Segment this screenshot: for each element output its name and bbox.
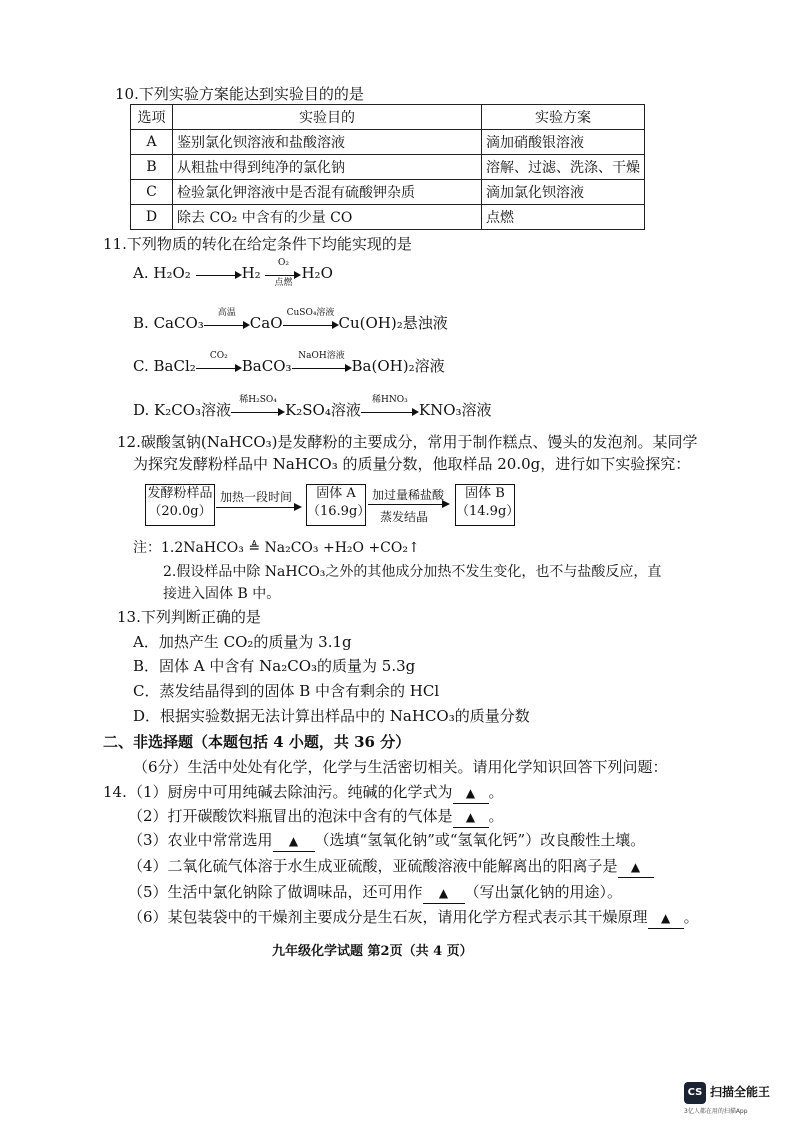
flow-arrow bbox=[216, 507, 302, 509]
formula: K₂SO₄溶液 bbox=[285, 401, 361, 419]
q14-number: 14. bbox=[103, 783, 127, 801]
flow-box-sample bbox=[145, 484, 215, 526]
item-text: （2）打开碳酸饮料瓶冒出的泡沫中含有的气体是 bbox=[128, 807, 453, 825]
condition: CuSO₄溶液 bbox=[286, 308, 335, 318]
formula: CaO bbox=[249, 314, 283, 332]
q12-note2: 2.假设样品中除 NaHCO₃之外的其他成分加热不发生变化，也不与盐酸反应，直 bbox=[163, 564, 662, 580]
q13-title: 13.下列判断正确的是 bbox=[117, 608, 261, 626]
formula: Ba(OH)₂溶液 bbox=[351, 357, 445, 375]
q13-option: B．固体 A 中含有 Na₂CO₃的质量为 5.3g bbox=[133, 657, 416, 675]
reaction-arrow bbox=[196, 269, 242, 279]
section-heading: 二、非选择题（本题包括 4 小题，共 36 分） bbox=[103, 733, 411, 751]
condition: 高温 bbox=[217, 308, 236, 318]
table-cell: 滴加硝酸银溶液 bbox=[482, 130, 645, 155]
q12-line2: 为探究发酵粉样品中 NaHCO₃ 的质量分数，他取样品 20.0g，进行如下实验探究： bbox=[133, 455, 691, 473]
option-label: D. bbox=[133, 401, 150, 419]
blank-mark: ▲ bbox=[438, 886, 449, 900]
q14-item bbox=[128, 907, 699, 929]
reaction-arrow bbox=[196, 351, 242, 372]
reaction-arrow bbox=[283, 308, 339, 329]
box-mass: （14.9g） bbox=[456, 504, 520, 519]
box-mass: （20.0g） bbox=[148, 504, 212, 519]
table-cell: C bbox=[131, 180, 173, 205]
item-text: （3）农业中常常选用 bbox=[128, 831, 273, 849]
q14-item bbox=[128, 882, 622, 904]
q12-note1: 注：1.2NaHCO₃ ≜ Na₂CO₃ +H₂O +CO₂↑ bbox=[133, 540, 420, 556]
q12-line1: 12.碳酸氢钠(NaHCO₃)是发酵粉的主要成分，常用于制作糕点、馒头的发泡剂。某同学 bbox=[117, 433, 698, 451]
table-row bbox=[131, 130, 645, 155]
box-label: 固体 B bbox=[465, 486, 505, 501]
blank-mark: ▲ bbox=[465, 810, 476, 824]
q11-option-b bbox=[133, 308, 448, 333]
item-text: 。 bbox=[488, 807, 504, 825]
table-cell: 点燃 bbox=[482, 205, 645, 230]
reaction-arrow bbox=[265, 258, 301, 288]
q10-table bbox=[130, 104, 645, 230]
reaction-arrow bbox=[361, 395, 419, 416]
item-text: （写出氯化钠的用途）。 bbox=[464, 883, 623, 901]
box-label: 发酵粉样品 bbox=[147, 486, 213, 501]
formula: H₂ bbox=[241, 264, 261, 282]
formula: Cu(OH)₂悬浊液 bbox=[338, 314, 448, 332]
q12-note2: 接进入固体 B 中。 bbox=[163, 586, 281, 602]
table-cell: 检验氯化钾溶液中是否混有硫酸钾杂质 bbox=[173, 180, 482, 205]
option-label: B. bbox=[133, 314, 149, 332]
table-header: 实验方案 bbox=[482, 105, 645, 130]
answer-blank[interactable] bbox=[273, 830, 315, 852]
q14-item bbox=[128, 806, 504, 828]
q13-option: A．加热产生 CO₂的质量为 3.1g bbox=[133, 633, 352, 651]
flow-arrow-label: 蒸发结晶 bbox=[380, 510, 429, 524]
table-row bbox=[131, 205, 645, 230]
table-cell: 从粗盐中得到纯净的氯化钠 bbox=[173, 155, 482, 180]
item-text: （1）厨房中可用纯碱去除油污。纯碱的化学式为 bbox=[128, 783, 453, 801]
formula: BaCO₃ bbox=[241, 357, 292, 375]
formula: KNO₃溶液 bbox=[418, 401, 492, 419]
formula: H₂O bbox=[301, 264, 333, 282]
box-label: 固体 A bbox=[316, 486, 356, 501]
table-header: 选项 bbox=[131, 105, 173, 130]
q13-option: D．根据实验数据无法计算出样品中的 NaHCO₃的质量分数 bbox=[133, 707, 530, 725]
reaction-arrow bbox=[292, 351, 352, 372]
answer-blank[interactable] bbox=[423, 882, 465, 904]
answer-blank[interactable] bbox=[453, 806, 489, 828]
answer-blank[interactable] bbox=[648, 907, 684, 929]
reaction-arrow bbox=[231, 395, 285, 416]
option-label: A. bbox=[133, 264, 149, 282]
table-row bbox=[131, 180, 645, 205]
item-text: （6）某包装袋中的干燥剂主要成分是生石灰，请用化学方程式表示其干燥原理 bbox=[128, 908, 648, 926]
q14-intro: （6分）生活中处处有化学，化学与生活密切相关。请用化学知识回答下列问题： bbox=[133, 758, 668, 776]
table-cell: 除去 CO₂ 中含有的少量 CO bbox=[173, 205, 482, 230]
reaction-arrow bbox=[204, 308, 250, 329]
item-text: 。 bbox=[683, 908, 699, 926]
scanner-brand: 扫描全能王 bbox=[710, 1085, 771, 1099]
q14-item bbox=[128, 782, 504, 804]
condition: O₂ bbox=[277, 258, 289, 268]
q11-option-c bbox=[133, 351, 445, 376]
flow-arrow-label: 加热一段时间 bbox=[220, 490, 293, 504]
scanner-logo-icon: CS bbox=[684, 1082, 706, 1104]
flow-arrow bbox=[368, 504, 450, 506]
table-header: 实验目的 bbox=[173, 105, 482, 130]
formula: CaCO₃ bbox=[153, 314, 204, 332]
table-header-row bbox=[131, 105, 645, 130]
option-label: C. bbox=[133, 357, 149, 375]
q11-option-d bbox=[133, 395, 492, 420]
condition: CO₂ bbox=[209, 351, 228, 361]
box-mass: （16.9g） bbox=[307, 504, 371, 519]
blank-mark: ▲ bbox=[465, 786, 476, 800]
table-cell: 滴加氯化钡溶液 bbox=[482, 180, 645, 205]
scanner-tagline: 3亿人都在用的扫描App bbox=[684, 1108, 748, 1115]
page-footer: 九年级化学试题 第2页（共 4 页） bbox=[272, 944, 473, 959]
q11-title: 11.下列物质的转化在给定条件下均能实现的是 bbox=[103, 235, 412, 253]
q11-option-a bbox=[133, 258, 333, 288]
q14-item bbox=[128, 856, 654, 878]
q10-title: 10.下列实验方案能达到实验目的的是 bbox=[115, 85, 364, 103]
table-cell: B bbox=[131, 155, 173, 180]
blank-mark: ▲ bbox=[288, 834, 299, 848]
item-text: （4）二氧化硫气体溶于水生成亚硫酸，亚硫酸溶液中能解离出的阳离子是 bbox=[128, 857, 618, 875]
table-cell: D bbox=[131, 205, 173, 230]
answer-blank[interactable] bbox=[618, 856, 654, 878]
condition: 点燃 bbox=[274, 278, 293, 288]
answer-blank[interactable] bbox=[453, 782, 489, 804]
blank-mark: ▲ bbox=[630, 860, 641, 874]
condition: 稀H₂SO₄ bbox=[239, 395, 277, 405]
condition: NaOH溶液 bbox=[298, 351, 345, 361]
item-text: （5）生活中氯化钠除了做调味品，还可用作 bbox=[128, 883, 423, 901]
flow-arrow-label: 加过量稀盐酸 bbox=[372, 488, 445, 502]
table-cell: 鉴别氯化钡溶液和盐酸溶液 bbox=[173, 130, 482, 155]
formula: K₂CO₃溶液 bbox=[154, 401, 232, 419]
q14-item bbox=[128, 830, 645, 852]
item-text: 。 bbox=[488, 783, 504, 801]
formula: H₂O₂ bbox=[153, 264, 191, 282]
blank-mark: ▲ bbox=[660, 911, 671, 925]
table-cell: 溶解、过滤、洗涤、干燥 bbox=[482, 155, 645, 180]
formula: BaCl₂ bbox=[153, 357, 196, 375]
flow-box-solid-a bbox=[306, 484, 371, 526]
item-text: （选填“氢氧化钠”或“氢氧化钙”）改良酸性土壤。 bbox=[314, 831, 646, 849]
table-cell: A bbox=[131, 130, 173, 155]
q13-option: C．蒸发结晶得到的固体 B 中含有剩余的 HCl bbox=[133, 682, 440, 700]
table-row bbox=[131, 155, 645, 180]
flow-box-solid-b bbox=[455, 484, 520, 526]
condition: 稀HNO₃ bbox=[372, 395, 408, 405]
